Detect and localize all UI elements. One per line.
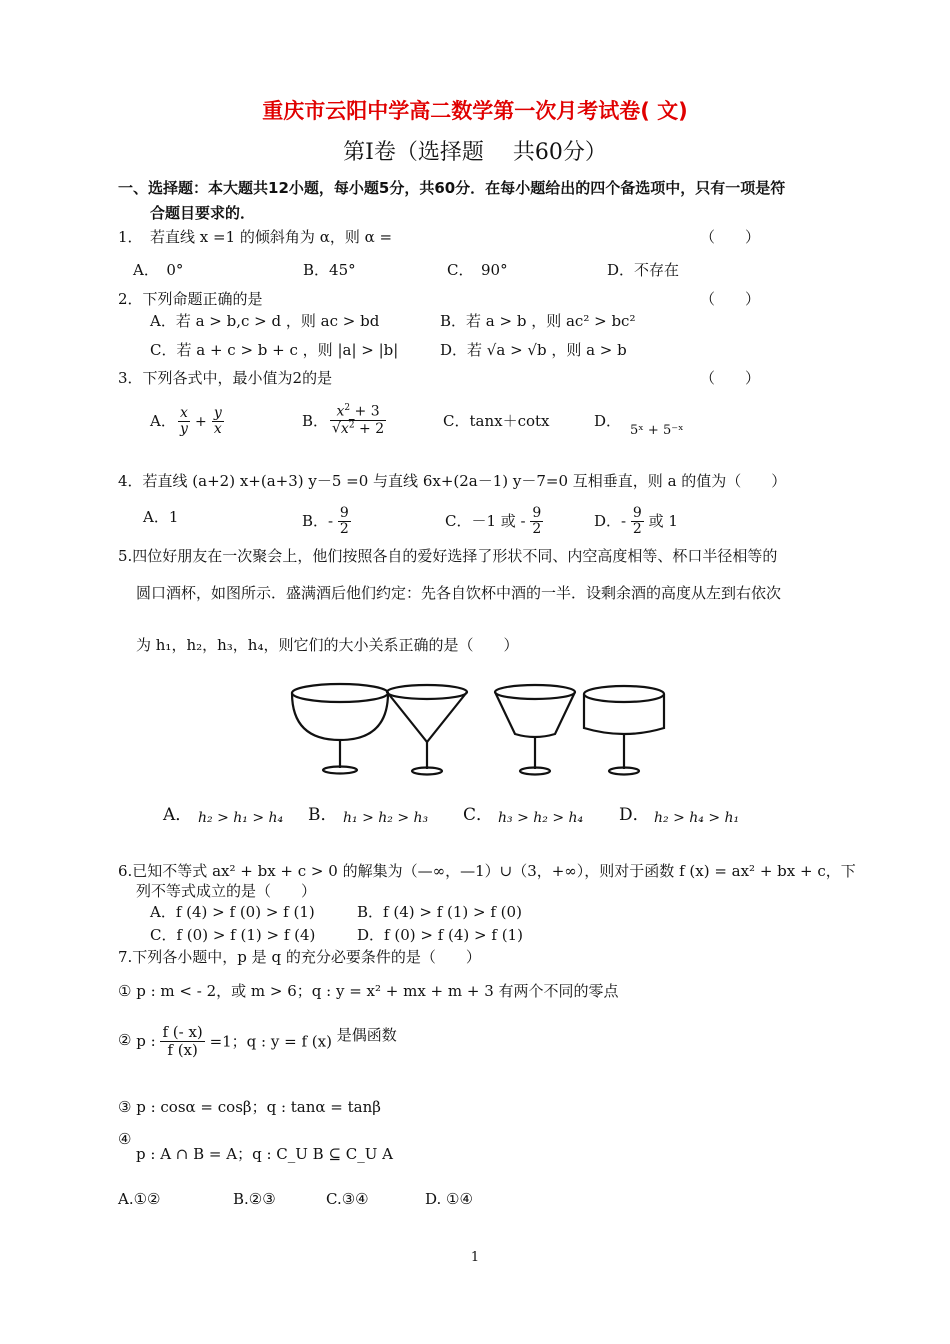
q3-option-a-label: A． <box>150 412 176 430</box>
glass-1-bowl-shaped <box>292 684 388 774</box>
q5-line1: 5.四位好朋友在一次聚会上，他们按照各自的爱好选择了形状不同、内空高度相等、杯口半径相等的 <box>118 547 778 565</box>
section-instructions-line1: 一、选择题：本大题共12小题，每小题5分，共60分．在每小题给出的四个备选项中，只有一项是符 <box>118 179 786 197</box>
q2-stem: 2．下列命题正确的是 <box>118 290 263 308</box>
q1-answer-paren: （ ） <box>700 228 761 246</box>
q7-item-1: ① p : m < - 2，或 m > 6；q : y = x² + mx + m + 3 有两个不同的零点 <box>118 982 619 1000</box>
q3-option-b-label: B． <box>302 412 329 430</box>
glass-4-cylinder <box>584 686 664 775</box>
q7-item-2-numerator: f (- x) <box>162 1023 203 1041</box>
q2-answer-paren: （ ） <box>700 290 761 308</box>
q4-option-b-den: 2 <box>339 521 349 538</box>
q5-option-a-label: A． <box>163 805 193 825</box>
q5-line2: 圆口酒杯，如图所示．盛满酒后他们约定：先各自饮杯中酒的一半．设剩余酒的高度从左到右依次 <box>136 584 782 602</box>
q4-option-d <box>594 506 678 538</box>
q3-option-c: C．tanx＋cotx <box>443 412 550 430</box>
q3-option-d-expr: 5ˣ + 5⁻ˣ <box>630 423 684 438</box>
part-title: 第Ⅰ卷（选择题 共60分） <box>343 140 607 165</box>
q7-option-b: B.②③ <box>233 1190 276 1208</box>
q7-item-2-tail: 是偶函数 <box>336 1026 397 1044</box>
q6-line1: 6.已知不等式 ax² + bx + c > 0 的解集为（—∞，—1）∪（3，+∞），则对于函数 f (x) = ax² + bx + c，下 <box>118 862 856 880</box>
q3-answer-paren: （ ） <box>700 369 761 387</box>
section-instructions-line2: 合题目要求的． <box>150 204 256 222</box>
q4-stem: 4．若直线 (a+2) x+(a+3) y－5 =0 与直线 6x+(2a－1) y－7=0 互相垂直，则 a 的值为（ ） <box>118 472 787 490</box>
glass-3-truncated-cone <box>495 685 575 775</box>
q5-line3: 为 h₁，h₂，h₃，h₄，则它们的大小关系正确的是（ ） <box>136 636 519 654</box>
q4-option-d-prefix: D．- <box>594 511 627 530</box>
q4-option-b-num: 9 <box>339 505 349 521</box>
q6-option-b: B．f (4) > f (1) > f (0) <box>357 903 522 921</box>
q5-option-d-expr: h₂ > h₄ > h₁ <box>654 810 740 826</box>
q7-item-2-rest: =1；q : y = f (x) <box>209 1032 332 1051</box>
q5-option-b-label: B． <box>308 805 338 825</box>
q5-option-b-expr: h₁ > h₂ > h₃ <box>343 810 429 826</box>
q3-option-d-label: D． <box>594 412 622 430</box>
q2-option-c: C．若 a + c > b + c ，则 |a| > |b| <box>150 341 399 359</box>
glass-2-cone-shaped <box>387 685 467 775</box>
four-wine-glasses-figure <box>285 680 670 780</box>
exam-title: 重庆市云阳中学高二数学第一次月考试卷( 文) <box>262 99 688 123</box>
q5-option-a-expr: h₂ > h₁ > h₄ <box>198 810 284 826</box>
q4-option-a: A．1 <box>143 508 179 526</box>
q4-option-d-num: 9 <box>632 505 642 521</box>
q7-item-4: p : A ∩ B = A；q : C_U B ⊆ C_U A <box>136 1145 394 1163</box>
q7-item-2-mark: ② <box>118 1031 132 1049</box>
q7-item-4-mark: ④ <box>118 1130 132 1148</box>
q3-option-b-expr: $\frac{x^2 + 3}{√x^2 + 2}$ <box>332 403 385 437</box>
q4-option-c-prefix: C．－1 或 - <box>445 511 526 530</box>
q5-option-d-label: D． <box>619 805 650 825</box>
q7-stem: 7.下列各小题中，p 是 q 的充分必要条件的是（ ） <box>118 948 481 966</box>
q1-stem: 1． 若直线 x =1 的倾斜角为 α，则 α = <box>118 228 393 246</box>
q7-option-c: C.③④ <box>326 1190 369 1208</box>
q4-option-c-den: 2 <box>532 521 542 538</box>
q2-option-b: B．若 a > b ，则 ac² > bc² <box>440 312 636 330</box>
q7-item-2-p: p : <box>136 1032 156 1050</box>
q6-option-a: A．f (4) > f (0) > f (1) <box>150 903 315 921</box>
q7-option-d: D. ①④ <box>425 1190 473 1208</box>
q7-item-3: ③ p : cosα = cosβ；q : tanα = tanβ <box>118 1098 381 1116</box>
q7-item-2 <box>118 1024 397 1058</box>
q2-option-a: A．若 a > b,c > d ，则 ac > bd <box>150 312 380 330</box>
q4-option-b-prefix: B．- <box>302 511 334 530</box>
q6-option-d: D．f (0) > f (4) > f (1) <box>357 926 523 944</box>
q4-option-b <box>302 506 351 538</box>
q3-option-a-expr: $\frac{x}{y}$ + $\frac{y}{x}$ <box>180 405 222 438</box>
q4-option-d-den: 2 <box>632 521 642 538</box>
q7-option-a: A.①② <box>118 1190 161 1208</box>
q2-option-d: D．若 √a > √b ，则 a > b <box>440 341 627 359</box>
q1-option-b: B．45° <box>303 261 356 279</box>
page-number: 1 <box>470 1250 480 1265</box>
q7-item-2-denominator: f (x) <box>167 1040 198 1059</box>
q6-option-c: C．f (0) > f (1) > f (4) <box>150 926 316 944</box>
q4-option-c-num: 9 <box>532 505 542 521</box>
q3-stem: 3．下列各式中，最小值为2的是 <box>118 369 333 387</box>
q5-option-c-label: C． <box>463 805 494 825</box>
q4-option-d-suffix: 或 1 <box>648 511 678 530</box>
q1-option-d: D．不存在 <box>607 261 680 279</box>
q6-line2: 列不等式成立的是（ ） <box>136 882 317 900</box>
q1-option-a: A． 0° <box>133 261 184 279</box>
q5-option-c-expr: h₃ > h₂ > h₄ <box>498 810 584 826</box>
q1-option-c: C． 90° <box>447 261 508 279</box>
q4-option-c <box>445 506 543 538</box>
